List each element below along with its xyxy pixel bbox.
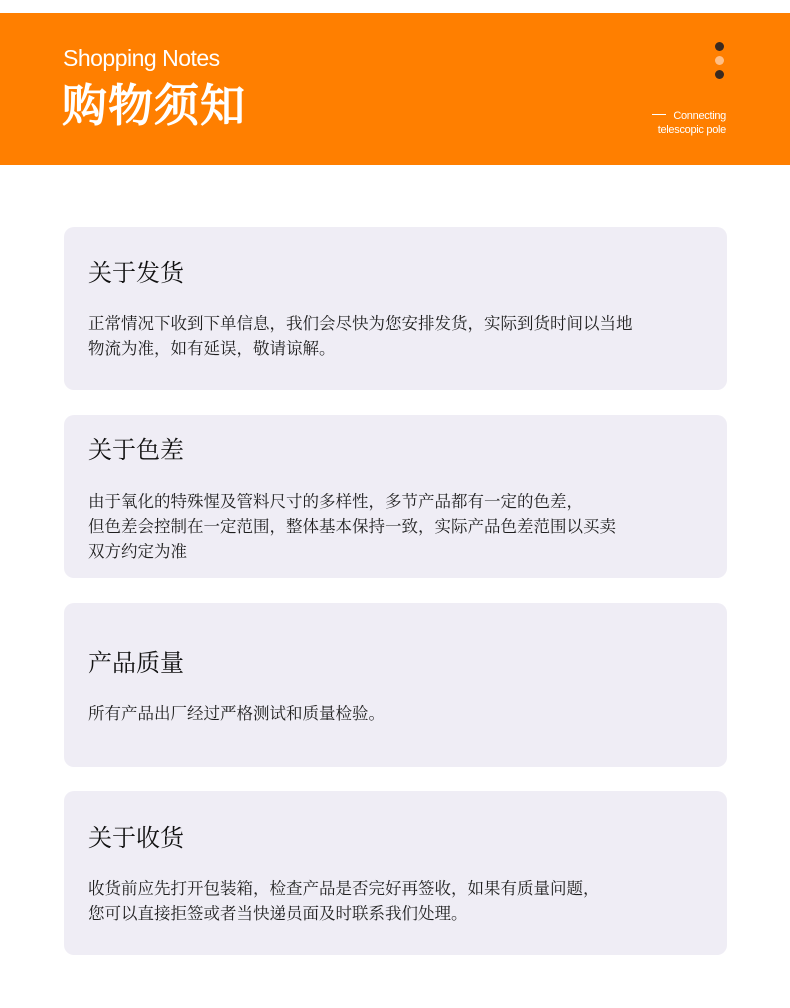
section-receiving <box>64 791 727 955</box>
header-tag-line-1 <box>652 109 726 123</box>
section-body-line: 收货前应先打开包装箱，检查产品是否完好再签收，如果有质量问题， <box>88 879 600 898</box>
header-tag-text-1: Connecting <box>673 110 726 122</box>
section-body <box>88 489 707 564</box>
header-banner <box>0 13 790 165</box>
section-body-line: 物流为准，如有延误，敬请谅解。 <box>88 339 336 358</box>
dot-indicator-icon <box>715 56 724 65</box>
dot-indicator-icon <box>715 42 724 51</box>
section-body-line: 您可以直接拒签或者当快递员面及时联系我们处理。 <box>88 904 468 923</box>
section-body <box>88 311 707 361</box>
section-shipping <box>64 227 727 390</box>
page-title: 购物须知 <box>62 79 247 132</box>
section-heading: 关于发货 <box>88 259 184 287</box>
dot-indicator-icon <box>715 70 724 79</box>
dot-indicator <box>715 42 725 84</box>
header-tag-text-2: telescopic pole <box>657 124 726 136</box>
section-color-difference <box>64 415 727 578</box>
header-subtitle: Shopping Notes <box>63 45 220 71</box>
section-heading: 关于色差 <box>88 436 184 464</box>
section-body-line: 由于氧化的特殊惺及管料尺寸的多样性，多节产品都有一定的色差， <box>88 492 583 511</box>
section-body-line: 但色差会控制在一定范围，整体基本保持一致，实际产品色差范围以买卖 <box>88 517 616 536</box>
section-heading: 产品质量 <box>88 649 184 677</box>
section-body <box>88 701 707 726</box>
section-body-line: 双方约定为准 <box>88 542 187 561</box>
section-body-line: 正常情况下收到下单信息，我们会尽快为您安排发货，实际到货时间以当地 <box>88 314 633 333</box>
header-tag <box>652 109 726 137</box>
dash-icon <box>652 114 666 115</box>
section-body-line: 所有产品出厂经过严格测试和质量检验。 <box>88 704 385 723</box>
section-heading: 关于收货 <box>88 824 184 852</box>
section-product-quality <box>64 603 727 767</box>
section-body <box>88 876 707 926</box>
